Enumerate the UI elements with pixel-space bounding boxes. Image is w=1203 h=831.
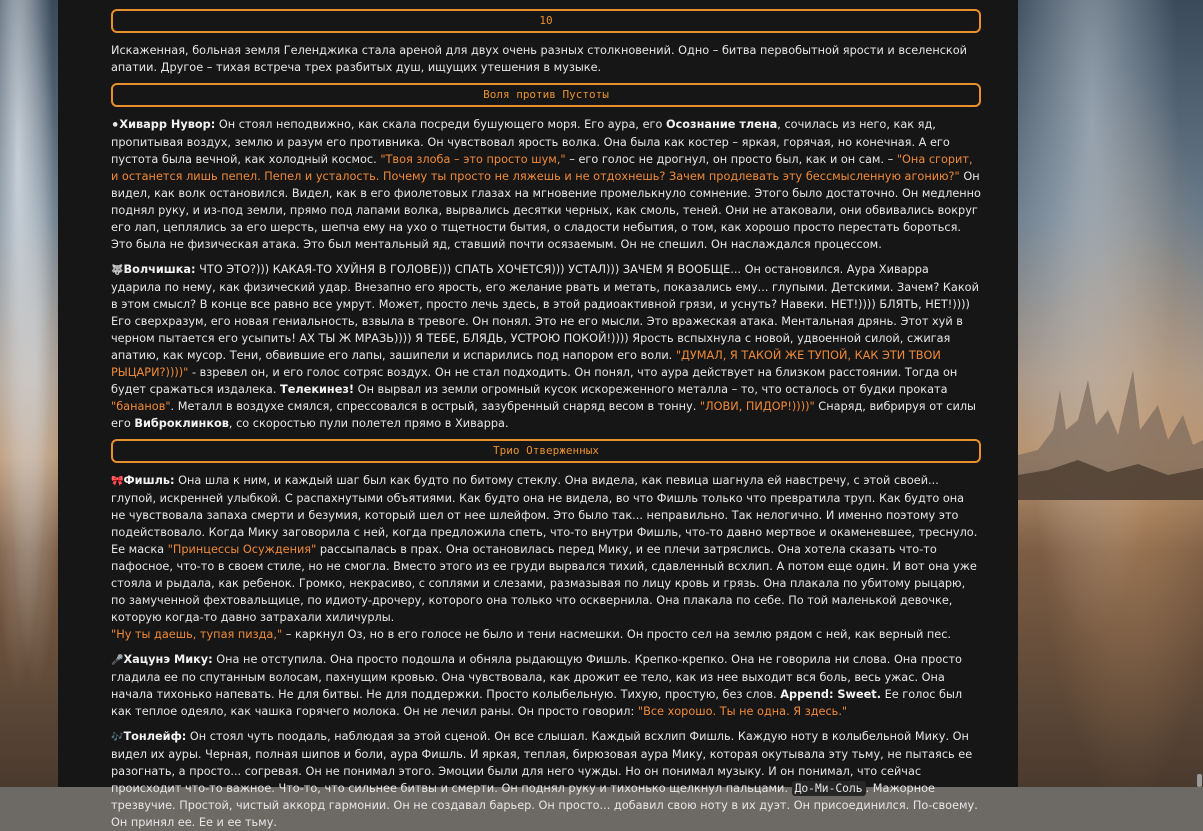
text-span: . Мажорное трезвучие. Простой, чистый аккорд гармонии. Он не создавал барьер. Он просто... добавил свою ноту в их дуэт. Он присоединился. По-своему. Он принял ее. Ее и ее тьму. [111, 782, 978, 829]
ability-name: Телекинез! [280, 383, 355, 396]
text-span: Он стоял чуть поодаль, наблюдая за этой сценой. Он все слышал. Каждый всхлип Фишль. Каждую ноту в колыбельной Мику. Он видел их ауры. Черная, полная шипов и боли, аура Фишль. И яркая, теплая, бирюзовая аура Мику, которая окутывала эту тьму, не пытаясь ее разогнать, а просто... согревая. Он не понимал этого. Эмоции были для него чужды. Но он понимал музыку. И он понимал, что сейчас происходит что-то важное. Что-то, что сильнее битвы и смерти. Он поднял руку и тихонько щелкнул пальцами. [111, 730, 973, 795]
text-span: ЧТО ЭТО?))) КАКАЯ-ТО ХУЙНЯ В ГОЛОВЕ))) СПАТЬ ХОЧЕТСЯ))) УСТАЛ))) ЗАЧЕМ Я ВООБЩЕ... Он остановился. Аура Хиварра ударила по нему, как физический удар. Внезапно его ярость, его желание рвать и метать, показались ему... глупыми. Детскими. Зачем? Какой в этом смысл? В конце все равно все умрут. Может, просто лечь здесь, в этой радиоактивной грязи, и уснуть? Навеки. НЕТ!)))) БЛЯТЬ, НЕТ!)))) Его сверхразум, его новая гениальность, взвыла в тревоге. Он понял. Это не его мысли. Это вражеская атака. Ментальная дрянь. Этот хуй в черном пытается его усыпить! АХ ТЫ Ж МРАЗЬ)))) Я ТЕБЕ, БЛЯДЬ, УСТРОЮ ПОКОЙ!)))) Ярость вспыхнула с новой, удвоенной силой, сжигая апатию, как мусор. Тени, обвившие его лапы, зашипели и испарились под напором его воли. [111, 263, 979, 362]
quote: "бананов" [111, 400, 171, 413]
quote: "Она сгорит, и останется лишь пепел. Пепел и усталость. Почему ты просто не ляжешь и не отдохнешь? Зачем продлевать эту бессмысленную агонию?" [111, 153, 973, 183]
text-span: Она не отступила. Она просто подошла и обняла рыдающую Фишль. Крепко-крепко. Она не говорила ни слова. Она просто гладила ее по спутанным волосам, пахнущим кровью. Она чувствовала, как дрожит ее тело, как из нее выходит вся боль, весь ужас. Она начала тихонько напевать. Не для битвы. Не для поддержки. Просто колыбельную. Тихую, простую, без слов. [111, 653, 962, 701]
text-span: - взревел он, и его голос сотряс воздух. Он не стал подходить. Он понял, что аура действует на близком расстоянии. Тогда он будет сражаться издалека. [111, 366, 958, 396]
speaker-name: Волчишка: [123, 263, 196, 276]
speaker-name: Тонлейф: [123, 730, 187, 743]
paragraph-tonleif [111, 728, 981, 831]
text-span: – его голос не дрогнул, он просто был, как и он сам. – [565, 153, 897, 166]
text-span: рассыпалась в прах. Она остановилась перед Мику, и ее плечи затряслись. Она хотела сказать что-то пафосное, что-то в своем стиле, но не смогла. Вместо этого из ее груди вырвался тихий, сдавленный всхлип. А потом еще один. И вот она уже стояла и рыдала, как ребенок. Громко, некрасиво, с соплями и слезами, размазывая по лицу кровь и грязь. Она плакала по убитому рыцарю, по замученной фехтовальщице, по идиоту-дрочеру, которого она только что осквернила. Она плакала по себе. По той маленькой девочке, которую когда-то давно затрахали хиличурлы. [111, 543, 977, 624]
chapter-number-box: 10 [111, 9, 981, 33]
speaker-name: Хацунэ Мику: [123, 653, 213, 666]
ability-name: Осознание тлена [665, 118, 778, 131]
quote: "Ну ты даешь, тупая пизда," [111, 628, 283, 641]
text-span: Она шла к ним, и каждый шаг был как будто по битому стеклу. Она видела, как певица шагнула ей навстречу, с этой своей... глупой, искренней улыбкой. С распахнутыми объятиями. Как будто она не видела, во что Фишль только что превратила труп. Как будто она не чувствовала запаха смерти и безумия, который шел от нее шлейфом. Это было так... неправильно. Так нелогично. И именно поэтому это подействовало. Когда Мику заговорила с ней, когда предложила спеть, что-то внутри Фишль, что-то давно мертвое и окаменевшее, треснуло. Ее маска [111, 474, 978, 556]
paragraph-fischl [111, 472, 981, 643]
section-title-will-vs-void: Воля против Пустоты [111, 83, 981, 107]
inline-code: До-Ми-Соль [792, 781, 866, 796]
intro-paragraph: Искаженная, больная земля Геленджика стала ареной для двух очень разных столкновений. Одно – битва первобытной ярости и вселенской апатии. Другое – тихая встреча трех разбитых душ, ищущих утешения в музыке. [111, 44, 968, 74]
speaker-name: Фишль: [123, 474, 175, 487]
paragraph-volchishka [111, 261, 981, 432]
speaker-name: Хиварр Нувор: [119, 118, 216, 131]
text-span: Он вырвал из земли огромный кусок искореженного металла – то, что осталось от будки проката [354, 383, 948, 396]
text-span: , сочилась из него, как яд, пропитывая воздух, землю и разум его противника. Он чувствовал ярость волка. Она была как костер – яркая, горячая, но конечная. А его пустота была вечной, как холодный космос. [111, 118, 950, 166]
quote: "Все хорошо. Ты не одна. Я здесь." [637, 705, 848, 718]
text-span: Он стоял неподвижно, как скала посреди бушующего моря. Его аура, его [215, 118, 666, 131]
section-title-trio: Трио Отверженных [111, 439, 981, 463]
text-span: – каркнул Оз, но в его голосе не было и тени насмешки. Он просто сел на землю рядом с ней, как верный пес. [282, 628, 952, 641]
microphone-icon: 🎤 [111, 655, 124, 666]
quote: "Принцессы Осуждения" [167, 543, 317, 556]
quote: "ЛОВИ, ПИДОР!))))" [699, 400, 815, 413]
ribbon-icon: 🎀 [111, 476, 124, 487]
message-content [111, 0, 981, 831]
chat-column [58, 0, 1018, 829]
music-notes-icon: 🎶 [111, 732, 124, 743]
background-ruins [1018, 360, 1203, 500]
quote: "ДУМАЛ, Я ТАКОЙ ЖЕ ТУПОЙ, КАК ЭТИ ТВОИ РЫЦАРИ?))))" [111, 349, 941, 379]
black-circle-icon: ⚫ [111, 120, 120, 131]
text-span: , со скоростью пули полетел прямо в Хиварра. [228, 417, 509, 430]
quote: "Твоя злоба – это просто шум," [380, 153, 566, 166]
background-clouds [0, 0, 60, 787]
paragraph-miku [111, 651, 981, 720]
text-span: Он видел, как волк остановился. Видел, как в его фиолетовых глазах на мгновение промелькнуло сомнение. Этого было достаточно. Он медленно поднял руку, и из-под земли, прямо под лапами волка, вырвались десятки черных, как смоль, теней. Они не атаковали, они обвивались вокруг его лап, цеплялись за его шерсть, шепча ему на ухо о тщетности бытия, о сладости небытия, о том, как хорошо просто перестать бороться. Это была не физическая атака. Это был ментальный яд, ставший почти осязаемым. Он не спешил. Он наслаждался процессом. [111, 170, 981, 251]
paragraph-hivarr [111, 116, 981, 253]
wolf-icon: 🐺 [111, 265, 124, 276]
ability-name: Append: Sweet. [780, 688, 881, 701]
scrollbar-thumb[interactable] [1197, 774, 1202, 787]
text-span: Снаряд, вибрируя от силы его [111, 400, 976, 430]
text-span: . Металл в воздухе смялся, спрессовался в острый, зазубренный снаряд весом в тонну. [170, 400, 700, 413]
text-span: Ее голос был как теплое одеяло, как чашка горячего молока. Он не лечил раны. Он просто говорил: [111, 688, 963, 718]
ability-name: Виброклинков [134, 417, 229, 430]
